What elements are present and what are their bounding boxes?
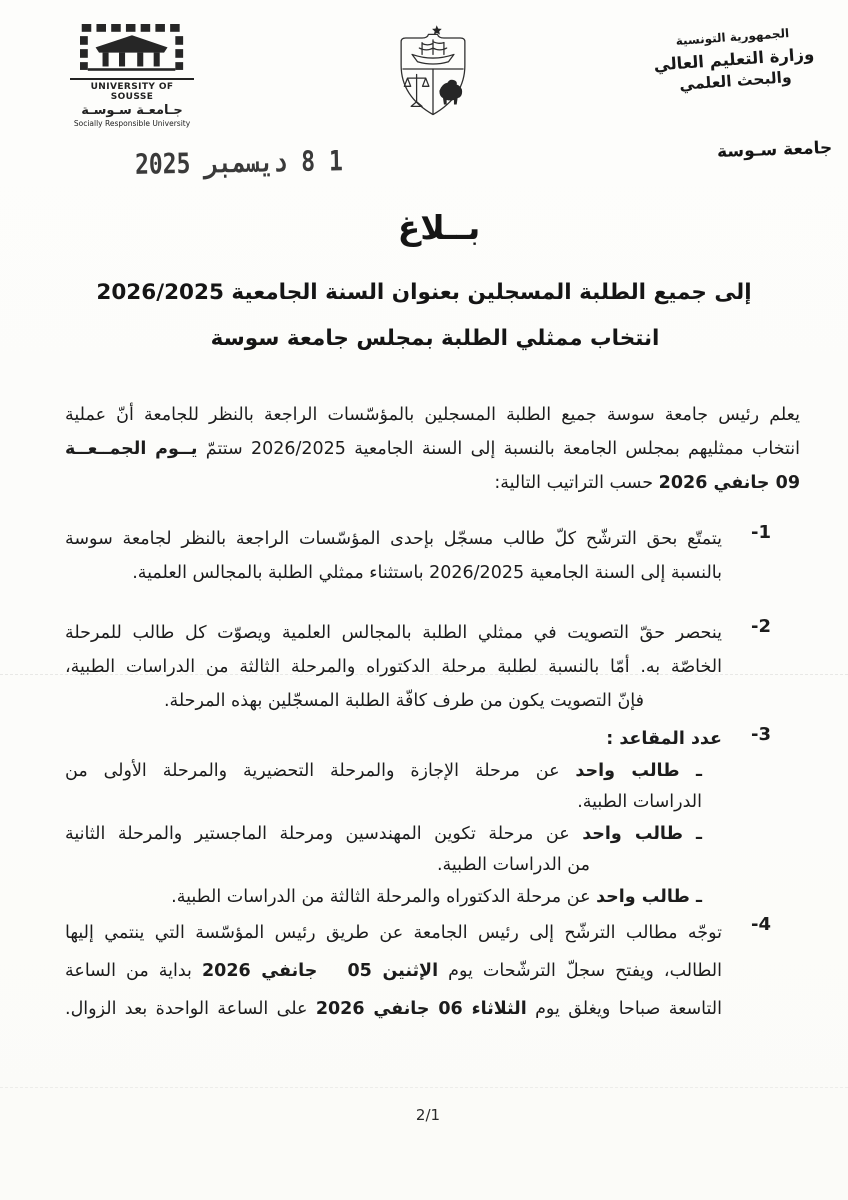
text-line: الخاصّة به. أمّا بالنسبة لطلبة مرحلة الدكتوراه والمرحلة الثالثة من الدراسات الطبية، (65, 657, 722, 677)
item-number: 4- (750, 914, 771, 935)
scan-artifact-line (0, 1087, 848, 1088)
list-item-3 (65, 724, 800, 913)
subtitle-audience: إلى جميع الطلبة المسجلين بعنوان السنة الجامعية 2026/2025 (96, 280, 752, 305)
document-title: بــلاغ (397, 208, 481, 247)
research-line: والبحث العلمي (678, 68, 793, 94)
list-item-2 (65, 616, 800, 718)
amphitheater-icon (80, 24, 184, 76)
text-line: بالنسبة إلى السنة الجامعية 2026/2025 باستثناء ممثلي الطلبة بالمجالس العلمية. (132, 563, 722, 583)
logo-title-en: UNIVERSITY OF SOUSSE (70, 78, 194, 102)
text-line: ينحصر حقّ التصويت في ممثلي الطلبة بالمجالس العلمية ويصوّت كل طالب للمرحلة (65, 623, 722, 643)
list-item-4 (65, 914, 800, 1028)
seat-bullet-line: ـ طالب واحد عن مرحلة الإجازة والمرحلة التحضيرية والمرحلة الأولى من (65, 760, 702, 781)
text-line: يتمتّع بحق الترشّح كلّ طالب مسجّل بإحدى المؤسّسات الراجعة بالنظر لجامعة سوسة (65, 529, 722, 549)
seat-bullet-line: من الدراسات الطبية. (436, 855, 590, 875)
ministry-line: وزارة التعليم العالي (653, 44, 815, 75)
intro-paragraph (65, 398, 800, 500)
item-number: 2- (750, 616, 771, 637)
seat-bullet-line: الدراسات الطبية. (577, 792, 702, 812)
list-item-1 (65, 522, 800, 590)
page-number: 2/1 (415, 1106, 441, 1124)
intro-line-2: انتخاب ممثليهم بمجلس الجامعة بالنسبة إلى السنة الجامعية 2026/2025 ستتمّ يــوم الجمــعــة (65, 439, 801, 459)
item-number: 1- (750, 522, 771, 543)
logo-tagline: Socially Responsible University (73, 119, 191, 128)
text-line: التاسعة صباحا ويغلق يوم الثلاثاء 06 جانفي 2026 على الساعة الواحدة بعد الزوال. (65, 999, 722, 1019)
text-line: فإنّ التصويت يكون من طرف كافّة الطلبة المسجّلين بهذه المرحلة. (163, 691, 644, 711)
item-number: 3- (750, 724, 771, 745)
logo-title-ar: جـامعـة سـوسـة (81, 103, 183, 118)
seats-heading: عدد المقاعد : (606, 729, 722, 749)
tunisia-coat-of-arms-icon (392, 18, 474, 124)
seat-bullet-line: ـ طالب واحد عن مرحلة تكوين المهندسين ومرحلة الماجستير والمرحلة الثانية (65, 823, 702, 844)
intro-line-3: 09 جانفي 2026 حسب التراتيب التالية: (494, 473, 800, 493)
university-logo (70, 24, 194, 128)
subtitle-topic: انتخاب ممثلي الطلبة بمجلس جامعة سوسة (210, 326, 660, 351)
intro-line-1: يعلم رئيس جامعة سوسة جميع الطلبة المسجلين بالمؤسّسات الراجعة بالنظر للجامعة أنّ عملية (65, 405, 800, 425)
seat-bullet-line: ـ طالب واحد عن مرحلة الدكتوراه والمرحلة الثالثة من الدراسات الطبية. (171, 886, 702, 907)
text-line: توجّه مطالب الترشّح إلى رئيس الجامعة عن طريق رئيس المؤسّسة التي ينتمي إليها (65, 923, 722, 943)
text-line: الطالب، ويفتح سجلّ الترشّحات يوم الإثنين 05 جانفي 2026 بداية من الساعة (65, 961, 722, 981)
republic-line: الجمهورية التونسية (675, 26, 790, 48)
scan-artifact-line (0, 674, 848, 675)
university-name: جامعة سـوسة (716, 137, 833, 163)
ministry-header (622, 22, 846, 97)
date-stamp: 1 8 ديسمبر 2025 (134, 144, 344, 181)
